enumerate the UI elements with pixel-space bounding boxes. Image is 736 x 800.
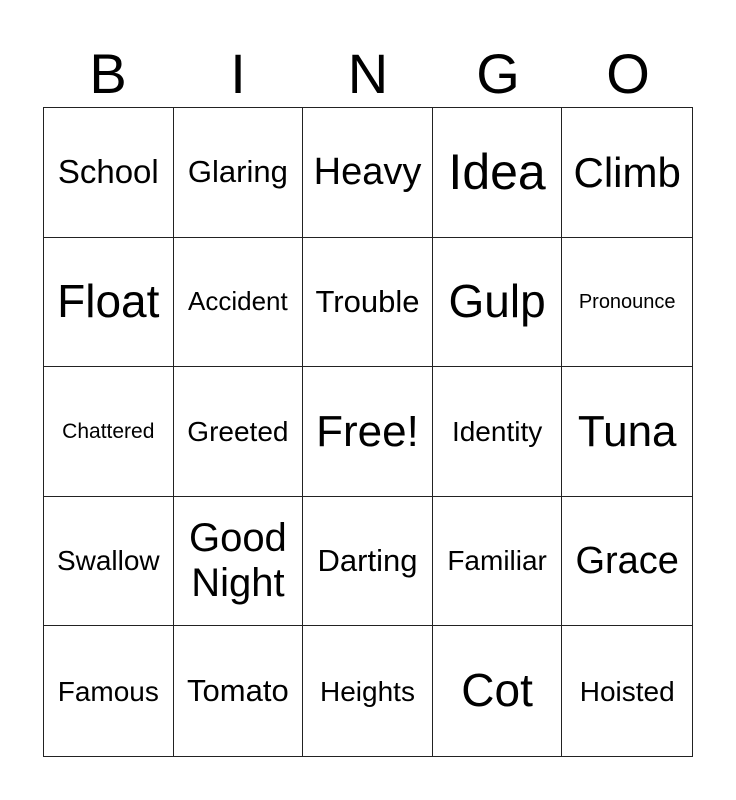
bingo-cell[interactable]: Trouble — [303, 238, 433, 368]
bingo-header — [43, 44, 693, 104]
header-letter-i: I — [230, 42, 246, 105]
bingo-cell[interactable]: Accident — [174, 238, 304, 368]
bingo-cell[interactable]: Idea — [433, 108, 563, 238]
bingo-board — [43, 107, 693, 757]
bingo-cell[interactable]: Float — [44, 238, 174, 368]
bingo-cell[interactable]: Tuna — [562, 367, 692, 497]
header-letter-g: G — [476, 42, 520, 105]
bingo-cell[interactable]: Swallow — [44, 497, 174, 627]
bingo-cell[interactable]: Tomato — [174, 626, 304, 756]
bingo-cell[interactable]: Glaring — [174, 108, 304, 238]
free-space[interactable]: Free! — [303, 367, 433, 497]
bingo-cell[interactable]: Darting — [303, 497, 433, 627]
bingo-cell[interactable]: School — [44, 108, 174, 238]
bingo-cell[interactable]: Familiar — [433, 497, 563, 627]
bingo-cell[interactable]: Identity — [433, 367, 563, 497]
bingo-cell[interactable]: Hoisted — [579, 675, 675, 707]
bingo-cell[interactable]: Good Night — [174, 497, 304, 627]
bingo-cell[interactable]: Chattered — [44, 367, 174, 497]
bingo-cell[interactable]: Heavy — [303, 108, 433, 238]
header-letter-b: B — [89, 42, 127, 105]
header-letter-o: O — [606, 42, 650, 105]
bingo-cell[interactable]: Grace — [562, 497, 692, 627]
bingo-cell[interactable]: Cot — [433, 626, 563, 756]
header-letter-n: N — [347, 42, 389, 105]
bingo-cell[interactable]: Climb — [562, 108, 692, 238]
bingo-cell[interactable]: Heights — [303, 626, 433, 756]
bingo-cell[interactable]: Pronounce — [562, 238, 692, 368]
bingo-cell[interactable]: Greeted — [174, 367, 304, 497]
bingo-cell[interactable]: Famous — [44, 626, 174, 756]
bingo-cell[interactable]: Gulp — [433, 238, 563, 368]
